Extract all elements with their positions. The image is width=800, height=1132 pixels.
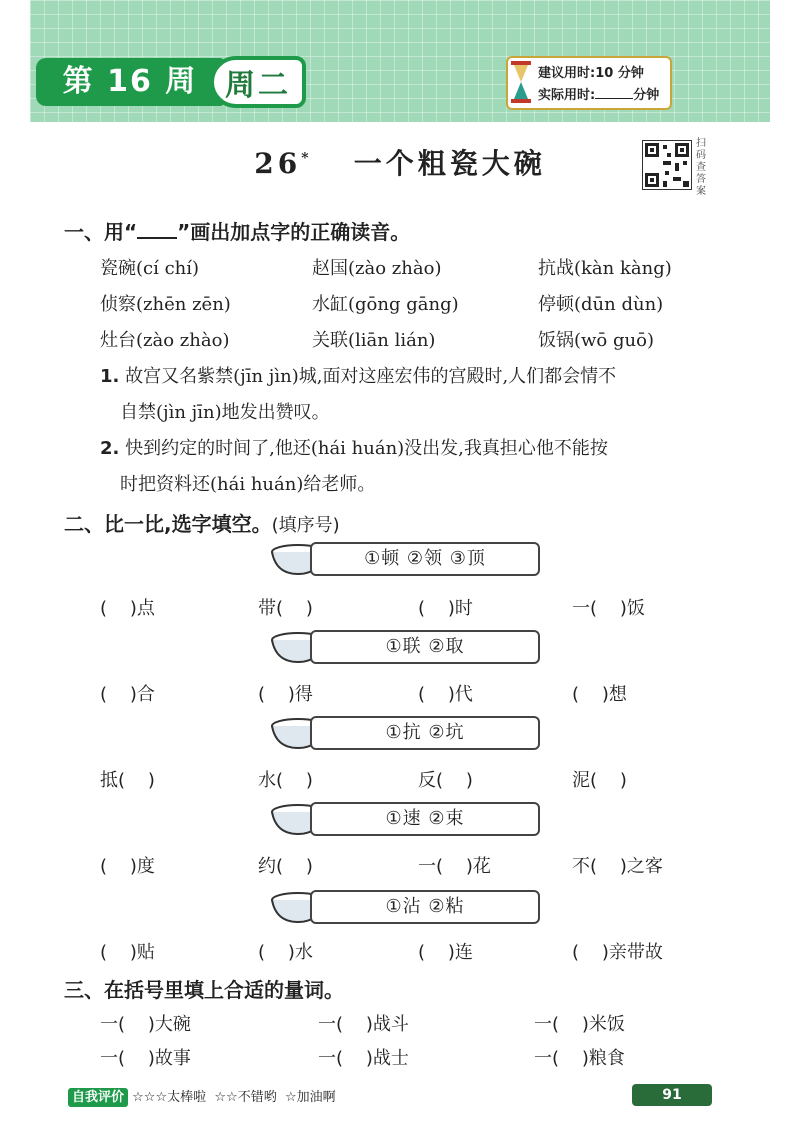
- choice-box: [270, 630, 520, 666]
- choice-list: ①抗 ②坑: [310, 716, 540, 750]
- measure-item[interactable]: 一( )战斗: [318, 1014, 409, 1035]
- pinyin-item: 关联(liān lián): [312, 330, 436, 351]
- fill-item[interactable]: 不( )之客: [572, 856, 663, 877]
- fill-item[interactable]: ( )度: [100, 856, 155, 877]
- pinyin-item: 饭锅(wō guō): [538, 330, 654, 351]
- choice-box: [270, 890, 520, 926]
- pinyin-item: 水缸(gōng gāng): [312, 294, 459, 315]
- fill-item[interactable]: 约( ): [258, 856, 313, 877]
- fill-item[interactable]: ( )贴: [100, 942, 155, 963]
- fill-item[interactable]: ( )连: [418, 942, 473, 963]
- fill-item[interactable]: 一( )花: [418, 856, 491, 877]
- fill-item[interactable]: 反( ): [418, 770, 473, 791]
- fill-item[interactable]: 泥( ): [572, 770, 627, 791]
- suggested-time: 建议用时:10 分钟: [538, 66, 644, 81]
- choice-list: ①速 ②束: [310, 802, 540, 836]
- measure-item[interactable]: 一( )战士: [318, 1048, 409, 1069]
- sentence-2-cont: 时把资料还(hái huán)给老师。: [120, 474, 376, 495]
- choice-box: [270, 802, 520, 838]
- section2-heading: 二、比一比,选字填空。(填序号): [64, 512, 340, 536]
- star-rating-3[interactable]: ☆☆☆: [132, 1090, 168, 1105]
- fill-item[interactable]: ( )合: [100, 684, 155, 705]
- self-evaluation: 自我评价 ☆☆☆太棒啦 ☆☆不错哟 ☆加油啊: [68, 1086, 336, 1105]
- fill-item[interactable]: ( )点: [100, 598, 155, 619]
- fill-item[interactable]: 水( ): [258, 770, 313, 791]
- day-badge: 周二: [210, 56, 306, 108]
- week-badge: 第 16 周: [36, 58, 224, 106]
- star-rating-2[interactable]: ☆☆: [214, 1090, 238, 1105]
- fill-item[interactable]: 带( ): [258, 598, 313, 619]
- sentence-1-cont: 自禁(jìn jīn)地发出赞叹。: [120, 402, 330, 423]
- fill-item[interactable]: ( )时: [418, 598, 473, 619]
- choice-list: ①顿 ②领 ③顶: [310, 542, 540, 576]
- choice-box: [270, 716, 520, 752]
- eval-label: 自我评价: [68, 1088, 128, 1107]
- page-number: 91: [632, 1084, 712, 1106]
- fill-item[interactable]: ( )得: [258, 684, 313, 705]
- measure-item[interactable]: 一( )故事: [100, 1048, 191, 1069]
- measure-item[interactable]: 一( )粮食: [534, 1048, 625, 1069]
- pinyin-item: 抗战(kàn kàng): [538, 258, 672, 279]
- sentence-1: 1. 故宫又名紫禁(jīn jìn)城,面对这座宏伟的宫殿时,人们都会情不: [100, 366, 617, 387]
- measure-item[interactable]: 一( )米饭: [534, 1014, 625, 1035]
- section1-heading: 一、用“ ”画出加点字的正确读音。: [64, 220, 411, 244]
- actual-time: 实际用时: 分钟: [538, 88, 660, 103]
- pinyin-item: 停顿(dūn dùn): [538, 294, 664, 315]
- qr-code-icon[interactable]: [642, 140, 692, 190]
- fill-item[interactable]: ( )代: [418, 684, 473, 705]
- fill-item[interactable]: ( )想: [572, 684, 627, 705]
- hourglass-icon: [510, 60, 532, 104]
- pinyin-item: 侦察(zhēn zēn): [100, 294, 231, 315]
- fill-item[interactable]: ( )亲带故: [572, 942, 663, 963]
- qr-label: 扫码查答案: [696, 138, 706, 197]
- choice-list: ①联 ②取: [310, 630, 540, 664]
- page-title: 26* 一个粗瓷大碗: [254, 147, 546, 180]
- choice-box: [270, 542, 520, 578]
- section3-heading: 三、在括号里填上合适的量词。: [64, 978, 344, 1002]
- fill-item[interactable]: 抵( ): [100, 770, 155, 791]
- measure-item[interactable]: 一( )大碗: [100, 1014, 191, 1035]
- pinyin-item: 赵国(zào zhào): [312, 258, 442, 279]
- pinyin-item: 灶台(zào zhào): [100, 330, 230, 351]
- fill-item[interactable]: 一( )饭: [572, 598, 645, 619]
- choice-list: ①沾 ②粘: [310, 890, 540, 924]
- fill-item[interactable]: ( )水: [258, 942, 313, 963]
- pinyin-item: 瓷碗(cí chí): [100, 258, 200, 279]
- star-rating-1[interactable]: ☆: [285, 1090, 297, 1105]
- sentence-2: 2. 快到约定的时间了,他还(hái huán)没出发,我真担心他不能按: [100, 438, 608, 459]
